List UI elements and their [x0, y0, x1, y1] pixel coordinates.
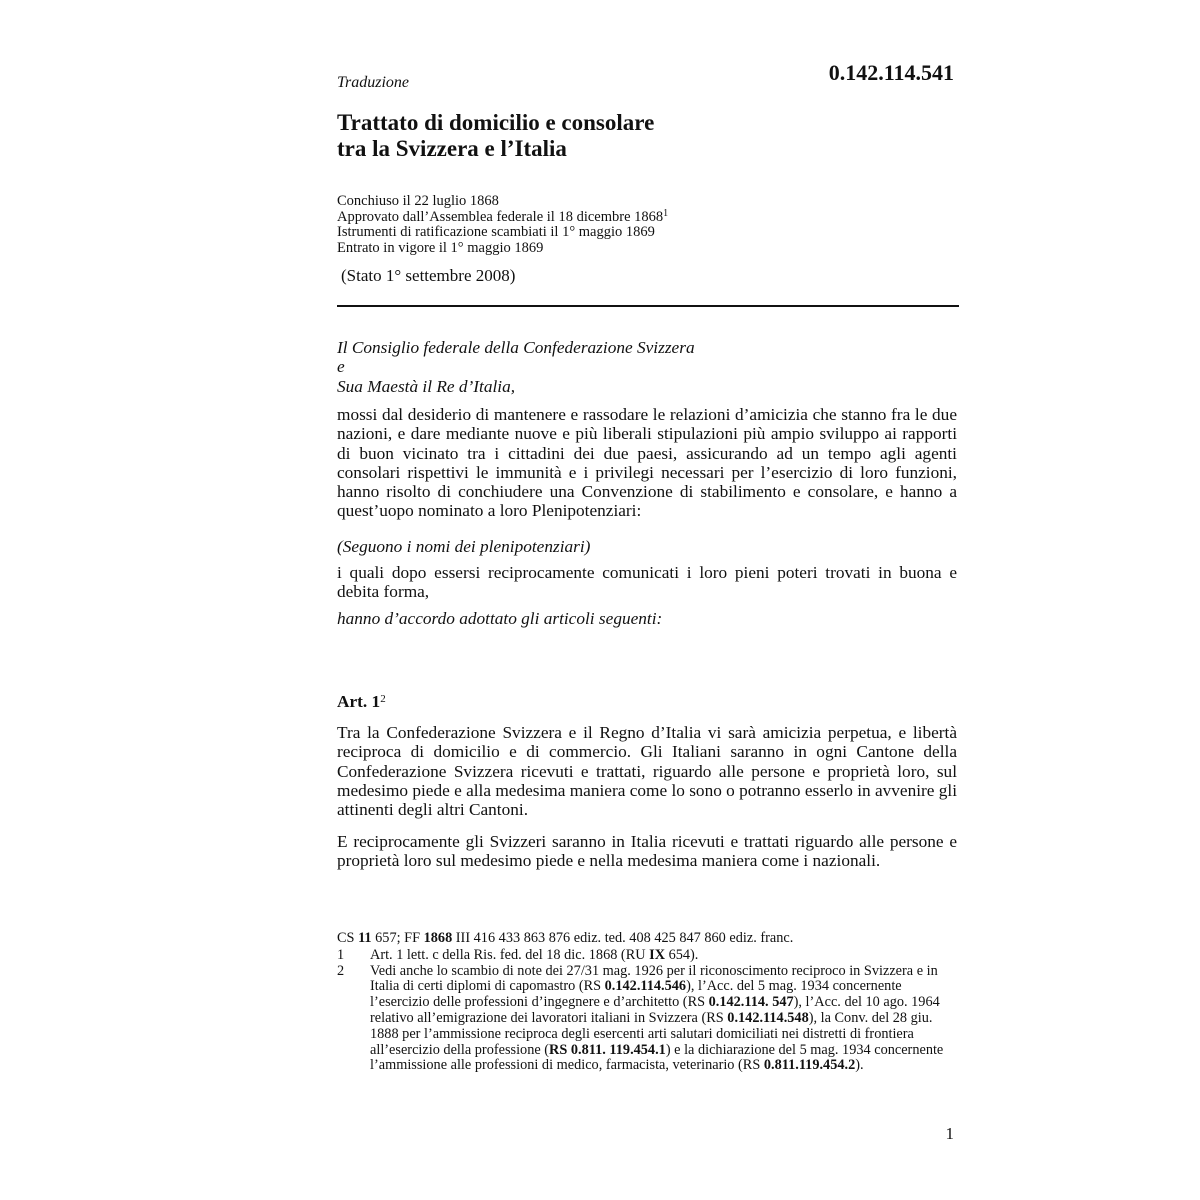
- in-force-date: Entrato in vigore il 1° maggio 1869: [337, 239, 544, 256]
- title-line-2: tra la Svizzera e l’Italia: [337, 136, 567, 161]
- source-citation: CS 11 657; FF 1868 III 416 433 863 876 ediz. ted. 408 425 847 860 ediz. franc.: [337, 930, 794, 946]
- footnote-2-number: 2: [337, 962, 345, 979]
- document-metadata: [337, 194, 668, 256]
- ratification-date: Istrumenti di ratificazione scambiati il 1° maggio 1869: [337, 224, 655, 240]
- document-title: [337, 110, 654, 162]
- party-conjunction: e: [337, 357, 345, 377]
- article-1-paragraph-2: E reciprocamente gli Svizzeri saranno in Italia ricevuti e trattati riguardo alle persone e proprietà loro sul medesimo piede e nella medesima maniera come i nazionali.: [337, 832, 957, 871]
- sr-link[interactable]: RS 0.811. 119.454.1: [549, 1041, 666, 1058]
- footnote-ref-2[interactable]: 2: [380, 693, 386, 705]
- plenipotentiaries-note: (Seguono i nomi dei plenipotenziari): [337, 537, 591, 556]
- footnote-1: [337, 948, 959, 964]
- party-2: Sua Maestà il Re d’Italia,: [337, 376, 516, 396]
- footnote-1-number: 1: [337, 946, 345, 963]
- sr-number: 0.142.114.541: [828, 60, 954, 85]
- footnote-ref-1[interactable]: 1: [663, 207, 669, 219]
- approved-date: Approvato dall’Assemblea federale il 18 dicembre 1868$^1$: [337, 207, 669, 225]
- page-number: 1: [945, 1124, 954, 1143]
- preamble-paragraph: mossi dal desiderio di mantenere e rassodare le relazioni d’amicizia che stanno fra le due nazioni, e dare mediante nuove e più liberali stipulazioni più ampio sviluppo ai rapporti di buon vicinato tra i cittadini dei due paesi, assicurando ad un tempo agli agenti consolari rispettivi le immunità e i privilegi necessari per l’esercizio di loro funzioni, hanno risolto di conchiudere una Convenzione di stabilimento e consolare, e hanno a quest’uopo nominato a loro Plenipotenziari:: [337, 405, 957, 521]
- sr-link[interactable]: 0.142.114.546: [604, 978, 687, 995]
- agreement-clause: hanno d’accordo adottato gli articoli seguenti:: [337, 609, 663, 628]
- sr-link[interactable]: 0.142.114.548: [727, 1009, 809, 1026]
- sr-link[interactable]: 0.142.114. 547: [708, 994, 794, 1011]
- sr-link[interactable]: 0.811.119.454.2: [763, 1057, 856, 1074]
- preamble-parties: [337, 338, 957, 396]
- credentials-paragraph: i quali dopo essersi reciprocamente comunicati i loro pieni poteri trovati in buona e debita forma,: [337, 563, 957, 602]
- title-line-1: Trattato di domicilio e consolare: [337, 110, 655, 135]
- footnote-1-text: Art. 1 lett. c della Ris. fed. del 18 dic. 1868 (RU IX 654).: [370, 946, 699, 963]
- article-1-paragraph-1: Tra la Confederazione Svizzera e il Regno d’Italia vi sarà amicizia perpetua, e libertà reciproca di domicilio e di commercio. Gli Italiani saranno in ogni Cantone della Confederazione Svizzera ricevuti e trattati, riguardo alle persone e proprietà loro, sul medesimo piede e alla medesima maniera come lo sono o potranno esserlo in avvenire gli attinenti degli altri Cantoni.: [337, 723, 958, 820]
- article-1-heading: Art. $1^2$: [337, 692, 386, 711]
- status-date: (Stato 1° settembre 2008): [341, 266, 516, 285]
- footnotes: [337, 931, 959, 1074]
- party-1: Il Consiglio federale della Confederazione Svizzera: [337, 338, 695, 357]
- footnote-2: [337, 964, 959, 1075]
- document-label: Traduzione: [337, 74, 410, 91]
- footnote-2-text: Vedi anche lo scambio di note dei 27/31 mag. 1926 per il riconoscimento reciproco in Svizzera e in Italia di certi diplomi di capomastro (RS 0.142.114.546), l’Acc. del 5 mag. 1934 concernente l’esercizio delle professioni d’ingegnere e d’architetto (RS 0.142.114. 547), l’Acc. del 10 ago. 1964 relativo all’emigrazione dei lavoratori italiani in Svizzera (RS 0.142.114.548), la Conv. del 28 giu. 1888 per l’ammissione reciproca degli esercenti arti salutari domiciliati nei distretti di frontiera all’esercizio della professione (RS 0.811. 119.454.1) e la dichiarazione del 5 mag. 1934 concernente l’ammissione alle professioni di medico, farmacista, veterinario (RS 0.811.119.454.2).: [370, 962, 944, 1074]
- header-divider: [337, 305, 959, 307]
- concluded-date: Conchiuso il 22 luglio 1868: [337, 193, 499, 209]
